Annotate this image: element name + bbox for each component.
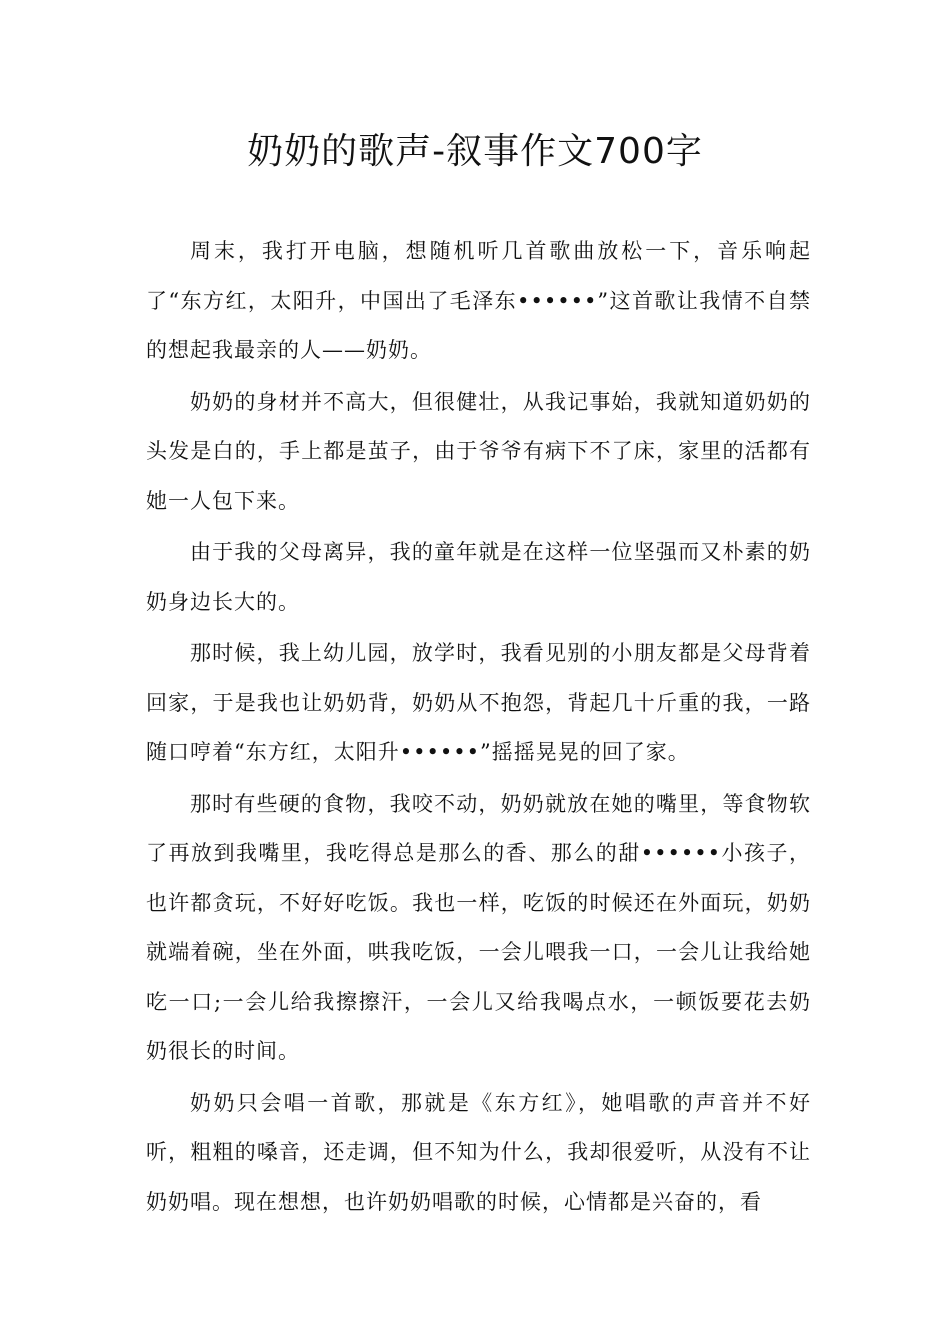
paragraph-2: 奶奶的身材并不高大，但很健壮，从我记事始，我就知道奶奶的头发是白的，手上都是茧子，由于爷爷有病下不了床，家里的活都有她一人包下来。	[146, 389, 811, 513]
document-body	[146, 227, 811, 1227]
paragraph-1: 周末，我打开电脑，想随机听几首歌曲放松一下，音乐响起了“东方红，太阳升，中国出了毛泽东••••••”这首歌让我情不自禁的想起我最亲的人——奶奶。	[146, 239, 811, 362]
paragraph-5: 那时有些硬的食物，我咬不动，奶奶就放在她的嘴里，等食物软了再放到我嘴里，我吃得总是那么的香、那么的甜••••••小孩子，也许都贪玩，不好好吃饭。我也一样，吃饭的时候还在外面玩，奶奶就端着碗，坐在外面，哄我吃饭，一会儿喂我一口，一会儿让我给她吃一口;一会儿给我擦擦汗，一会儿又给我喝点水，一顿饭要花去奶奶很长的时间。	[146, 791, 811, 1063]
paragraph-6: 奶奶只会唱一首歌，那就是《东方红》，她唱歌的声音并不好听，粗粗的嗓音，还走调，但不知为什么，我却很爱听，从没有不让奶奶唱。现在想想，也许奶奶唱歌的时候，心情都是兴奋的，看	[146, 1090, 811, 1214]
document-title: 奶奶的歌声-叙事作文700字	[247, 131, 703, 172]
paragraph-4: 那时候，我上幼儿园，放学时，我看见别的小朋友都是父母背着回家，于是我也让奶奶背，奶奶从不抱怨，背起几十斤重的我，一路随口哼着“东方红，太阳升••••••”摇摇晃晃的回了家。	[146, 641, 811, 764]
paragraph-3: 由于我的父母离异，我的童年就是在这样一位坚强而又朴素的奶奶身边长大的。	[146, 540, 811, 614]
